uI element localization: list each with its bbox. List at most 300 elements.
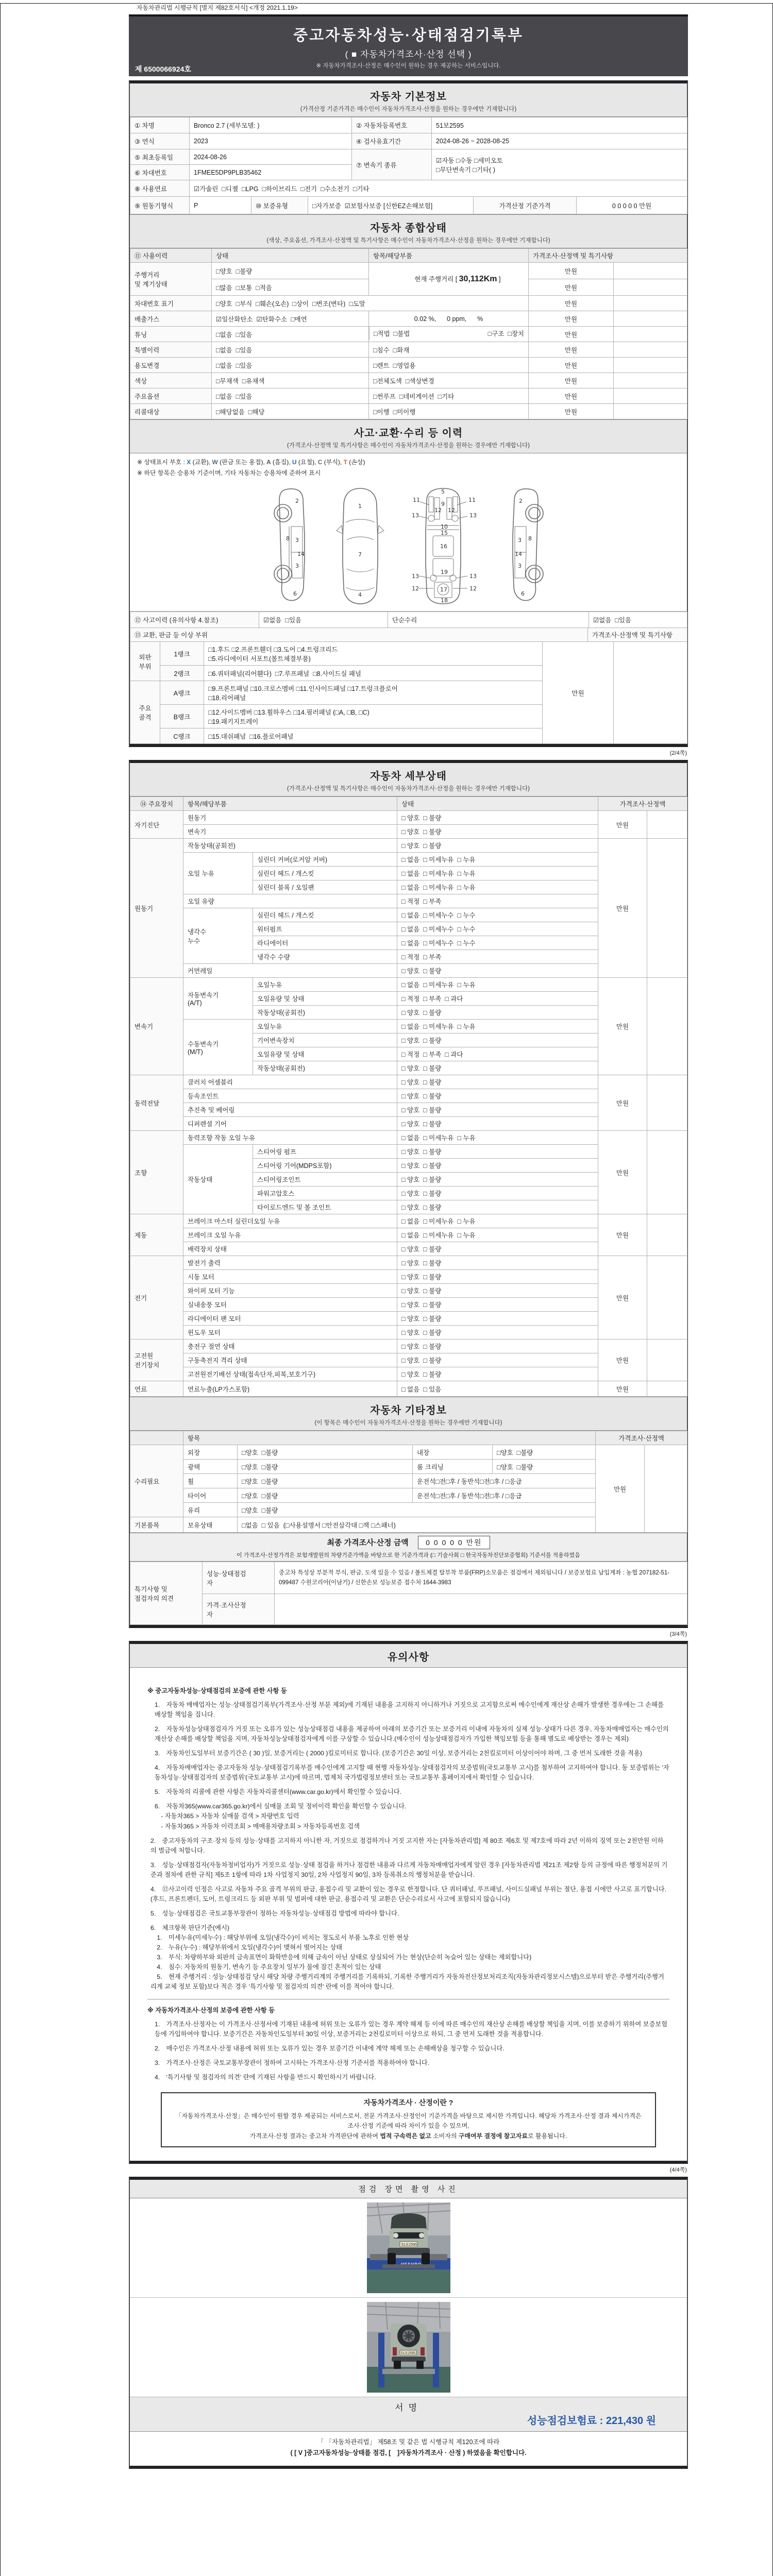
column-header: 항목: [183, 1431, 596, 1445]
remark-cell: [647, 1256, 687, 1340]
remark-cell: [614, 296, 687, 311]
device-group-label: 원동기: [130, 839, 183, 978]
rear-photo-image: [367, 2302, 450, 2393]
table-row: [130, 327, 687, 342]
state-checkboxes[interactable]: □ 양호 □ 불량: [397, 1061, 598, 1075]
state-checkboxes[interactable]: □ 양호 □ 불량: [397, 1340, 598, 1353]
info-box-title: 자동차가격조사 · 산정이란 ?: [363, 2098, 453, 2107]
item-label: 작동상태(공회전): [253, 1061, 397, 1075]
panel-number: 3: [517, 537, 522, 544]
field-label: ⑨ 원동기형식: [130, 197, 190, 214]
signature-band: [130, 2397, 687, 2432]
notice-item: 3. 가격조사·산정은 국토교통부장관이 정하여 고시하는 가격조사·산정 기준서를 적용하여야 합니다.: [155, 2059, 430, 2067]
inspection-period-value: 2024-08-26 ~ 2028-08-25: [432, 133, 687, 149]
device-group-label: 전기: [130, 1256, 183, 1340]
table-row: [130, 978, 687, 992]
confirmation-line1: 「 「자동차관리법」 제58조 및 같은 법 시행규칙 제120조에 따라: [317, 2438, 500, 2446]
rankA-checkboxes[interactable]: □9.프론트패널 □10.크로스멤버 □11.인사이드패널 □17.트렁크플로어 □18.리어패널: [204, 681, 543, 705]
state-mark-legend: [130, 453, 687, 480]
simple-repair-label: 단순수리: [388, 612, 589, 628]
notice-item: 4. ⑫사고이력 인정은 사고로 자동차 주요 골격 부위의 판금, 용접수리 및 교환이 있는 경우로 한정합니다. 단 쿼터패널, 루프패널, 사이드실패널 부위는 절단, 용접 시에만 사고로 표기합니다. (후드, 프론트펜더, 도어, 트렁크리드 등 외판 부위 및 범퍼에 대한 판금, 용접수리 및 교환은 단순수리로서 사고에 포함되지 않습니다): [150, 1885, 667, 1903]
front-photo-image: [367, 2202, 450, 2293]
remark-cell: [614, 342, 687, 358]
table-header-row: [130, 1431, 687, 1445]
remark-cell: [614, 373, 687, 388]
accident-history-subtitle: (가격조사·산정액 및 특기사항은 매수인이 자동차가격조사·산정을 원하는 경우에만 기재합니다): [287, 443, 530, 449]
notice-block2-title: ※ 자동차가격조사·산정의 보증에 관한 사항 등: [147, 2007, 275, 2014]
column-header: 항목/해당부품: [369, 249, 529, 263]
item-label: 스티어링조인트: [253, 1173, 397, 1187]
item-label: 오일유량 및 상태: [253, 992, 397, 1006]
accident-row13-table: [130, 628, 687, 642]
accident-history-checkboxes[interactable]: ☑없음 □있음: [259, 612, 388, 628]
plate-number-value: 51보2595: [432, 117, 687, 133]
price-appraisal-info-box: [161, 2092, 656, 2147]
table-row: [130, 839, 687, 853]
item-label: 브레이크 마스터 실린더오일 누유: [183, 1214, 397, 1228]
overall-state-subtitle: (색상, 주요옵션, 가격조사·산정액 및 특기사항은 매수인이 자동차가격조사·산정을 원하는 경우에만 기재합니다): [266, 238, 550, 244]
item-label: 구동축전지 격리 상태: [183, 1353, 397, 1367]
price-unit: 만원: [598, 1075, 647, 1131]
final-price-label: 최종 가격조사·산정 금액: [327, 1538, 409, 1547]
item-label: 연료누출(LP가스포함): [183, 1381, 397, 1397]
state-checkboxes[interactable]: □ 양호 □ 불량: [397, 964, 598, 978]
notice-item: 5. 자동차의 리콜에 관한 사항은 자동차리콜센터(www.car.go.kr)에서 확인할 수 있습니다.: [155, 1788, 402, 1796]
remark-cell: [614, 263, 687, 279]
sub-group-label: 수동변속기 (M/T): [183, 1020, 253, 1075]
item-label: 동력조향 작동 오일 누유: [183, 1131, 397, 1145]
state-checkboxes[interactable]: □ 양호 □ 불량: [397, 1326, 598, 1340]
device-group-label: 연료: [130, 1381, 183, 1397]
row-label: 용도변경: [130, 358, 212, 373]
item-label: 등속조인트: [183, 1089, 397, 1103]
state-checkboxes[interactable]: □ 양호 □ 불량: [397, 1173, 598, 1187]
vin-state-checkboxes[interactable]: □양호 □부식 □훼손(오손) □상이 □변조(변타) □도말: [212, 296, 529, 311]
recall-item-checkboxes[interactable]: □이행 □미이행: [369, 404, 529, 419]
exchange-label: ⑬ 교환, 판금 등 이상 부위: [130, 628, 588, 642]
item-label: 실내송풍 모터: [183, 1298, 397, 1312]
item-label: 유리: [183, 1503, 238, 1517]
basic-info-table: [130, 117, 687, 197]
sub-group-label: 작동상태: [183, 1145, 253, 1214]
panel-number: 19: [440, 569, 448, 575]
car-damage-diagrams: [130, 480, 687, 612]
item-label: 스티어링 기어(MDPS포함): [253, 1159, 397, 1173]
panel-photos: [129, 2177, 688, 2469]
fuel-checkboxes[interactable]: ☑가솔린 □디젤 □LPG □하이브리드 □전기 □수소전기 □기타: [190, 180, 687, 197]
table-row: [130, 811, 687, 825]
remark-cell: [614, 388, 687, 404]
panel-number: 6: [293, 590, 297, 597]
item-label: 휠: [183, 1474, 238, 1488]
item-label: 라디에이터: [253, 936, 397, 950]
inspector-label: 성능·상태점검 자: [203, 1562, 275, 1594]
price-unit: 만원: [596, 1445, 645, 1533]
mileage-amount-checkboxes[interactable]: □많음 □보통 □적음: [212, 279, 369, 296]
state-checkboxes[interactable]: □ 양호 □ 불량: [397, 1089, 598, 1103]
price-unit: 만원: [598, 978, 647, 1075]
tuning-detail-checkboxes[interactable]: [369, 327, 528, 340]
table-row: [130, 642, 687, 666]
tire-position-checkboxes[interactable]: 운전석□전□후 / 동반석□전□후 / □응급: [413, 1488, 596, 1503]
table-row: [130, 197, 687, 214]
legend-mark-c: C: [317, 459, 323, 466]
detail-state-subtitle: (가격조사·산정액 및 특기사항은 매수인이 자동차가격조사·산정을 원하는 경우에만 기재합니다): [287, 786, 530, 792]
table-row: [130, 373, 687, 388]
remark-cell: [647, 1381, 687, 1397]
basic-info-subtitle: (가격산정 기준가격은 매수인이 자동차가격조사·산정을 원하는 경우에만 기재합니다): [300, 106, 517, 112]
item-label: 변속기: [183, 825, 397, 839]
options-state-checkboxes[interactable]: □없음 □있음: [212, 388, 369, 404]
item-label: 타이어: [183, 1488, 238, 1503]
row-label: 차대번호 표기: [130, 296, 212, 311]
remark-cell: [614, 327, 687, 342]
state-checkboxes[interactable]: □ 양호 □ 불량: [397, 1006, 598, 1020]
item-label: 배력장치 상태: [183, 1242, 397, 1256]
row-label: 주요옵션: [130, 388, 212, 404]
row-label: 리콜대상: [130, 404, 212, 419]
item-label: 내장: [413, 1445, 493, 1460]
wheel-position-checkboxes[interactable]: 운전석□전□후 / 동반석□전□후 / □응급: [413, 1474, 596, 1488]
state-checkboxes[interactable]: □양호 □불량: [238, 1460, 413, 1474]
rank-label: C랭크: [160, 728, 204, 744]
state-checkboxes[interactable]: □ 없음 □ 미세누유 □ 누유: [397, 1214, 598, 1228]
panel-number: 12: [469, 585, 477, 592]
table-row: [130, 263, 687, 279]
item-label: 실린더 커버(로커암 커버): [253, 853, 397, 867]
emission-checkboxes[interactable]: ☑일산화탄소 ☑탄화수소 □매연: [212, 311, 369, 327]
overall-state-header: [130, 214, 687, 248]
panel-number: 4: [358, 591, 362, 598]
table-row: [130, 1075, 687, 1089]
device-group-label: 조향: [130, 1131, 183, 1214]
table-row: [130, 612, 687, 628]
row-label: 색상: [130, 373, 212, 388]
tuning-legal-checkboxes[interactable]: □적법 □불법: [374, 330, 410, 337]
color-item-checkboxes[interactable]: □전체도색 □색상변경: [369, 373, 529, 388]
price-unit: 만원: [598, 1214, 647, 1256]
recall-state-checkboxes[interactable]: □해당없음 □해당: [212, 404, 369, 419]
state-checkboxes[interactable]: □ 양호 □ 불량: [397, 839, 598, 853]
notices-title: 유의사항: [387, 1652, 430, 1663]
appraiser-label: 가격·조사산정 자: [203, 1594, 275, 1625]
field-label: ② 자동차등록번호: [352, 117, 432, 133]
notice-item: 2. 자동차성능상태점검자가 거짓 또는 오류가 있는 성능상태점검 내용을 제공하여 아래의 보증기간 또는 보증거리 이내에 자동차의 실제 성능·상태가 다른 경우, 자동차매매업자는 매수인의 재산상 손해를 배상할 책임을 지며, 자동차성능상태점검자에게 이를 구상할 수 있습니다.(매수인이 성능상태점검자가 가입한 책임보험 등을 통해 별도로 배상받는 경우는 제외): [155, 1725, 669, 1743]
sub-group-label: 자동변속기 (A/T): [183, 978, 253, 1020]
state-checkboxes[interactable]: □ 양호 □ 불량: [397, 1242, 598, 1256]
sub-group-label: 오일 누유: [183, 853, 253, 894]
state-checkboxes[interactable]: □ 양호 □ 불량: [397, 1270, 598, 1284]
column-header: [130, 1431, 183, 1445]
device-group-label: 제동: [130, 1214, 183, 1256]
state-checkboxes[interactable]: □양호 □불량: [493, 1460, 596, 1474]
sub-group-label: 냉각수 누수: [183, 908, 253, 964]
table-row: [130, 1340, 687, 1353]
state-checkboxes[interactable]: □양호 □불량: [493, 1445, 596, 1460]
table-row: [130, 388, 687, 404]
info-box-line2: 가격조사·산정 결과는 중고차 가격판단에 관하여: [249, 2132, 380, 2140]
final-price-band: [130, 1533, 687, 1562]
remark-cell: [614, 404, 687, 419]
options-item-checkboxes[interactable]: □썬루프 □네비게이션 □기타: [369, 388, 529, 404]
price-unit: 만원: [598, 1131, 647, 1214]
panel-number: 9: [441, 501, 445, 507]
price-unit: 만원: [598, 1340, 647, 1381]
state-checkboxes[interactable]: □ 양호 □ 불량: [397, 1256, 598, 1270]
item-label: 와이퍼 모터 기능: [183, 1284, 397, 1298]
special-state-checkboxes[interactable]: □없음 □있음: [212, 342, 369, 358]
panel-number: 10: [440, 523, 448, 530]
table-row: [130, 1445, 687, 1460]
tuning-state-checkboxes[interactable]: □없음 □있음: [212, 327, 369, 342]
legend-text: (요철),: [296, 459, 318, 466]
panel-number: 14: [514, 551, 522, 557]
legend-text: ※ 상태표시 부호 :: [137, 459, 187, 466]
opinion-table: [130, 1562, 687, 1625]
rankC-checkboxes[interactable]: □15.대쉬패널 □16.플로어패널: [204, 728, 543, 744]
panel-number: 13: [469, 573, 477, 580]
panel-number: 7: [358, 551, 362, 558]
item-label: 클러치 어셈블리: [183, 1075, 397, 1089]
basic-items-group-label: 기본품목: [130, 1517, 183, 1533]
item-label: 실린더 헤드 / 개스킷: [253, 867, 397, 880]
column-header: 항목/해당부품: [183, 797, 397, 811]
item-label: 오일누유: [253, 1020, 397, 1033]
state-checkboxes[interactable]: □ 없음 □ 미세누유 □ 누유: [397, 853, 598, 867]
emission-values: 0.02 %, 0 ppm, %: [369, 311, 529, 327]
state-checkboxes[interactable]: □양호 □불량: [238, 1445, 413, 1460]
column-header: 가격조사·산정액: [596, 1431, 687, 1445]
table-row: [130, 311, 687, 327]
state-checkboxes[interactable]: □ 양호 □ 불량: [397, 811, 598, 825]
item-label: 라디에이터 팬 모터: [183, 1312, 397, 1326]
state-checkboxes[interactable]: □양호 □불량: [238, 1474, 413, 1488]
info-box-line2: 소비자의: [431, 2132, 459, 2140]
car-side-right-diagram: [501, 486, 547, 606]
table-row: [130, 1131, 687, 1145]
first-registration-value: 2024-08-26: [190, 149, 352, 165]
rank-label: 1랭크: [160, 642, 204, 666]
column-header: ⑭ 주요장치: [130, 797, 183, 811]
field-label: ⑩ 보증유형: [251, 197, 308, 214]
item-label: 광택: [183, 1460, 238, 1474]
field-label: ① 차명: [130, 117, 190, 133]
remark-cell: [647, 811, 687, 839]
item-label: 타이로드엔드 및 볼 조인트: [253, 1200, 397, 1214]
state-checkboxes[interactable]: □ 양호 □ 불량: [397, 1284, 598, 1298]
state-checkboxes[interactable]: □ 양호 □ 불량: [397, 825, 598, 839]
table-row: [130, 404, 687, 419]
current-mileage: [369, 263, 529, 296]
row-label: 주행거리 및 계기상태: [130, 263, 212, 296]
remark-cell: [614, 311, 687, 327]
panel-number: 3: [295, 537, 299, 544]
item-label: 냉각수 수량: [253, 950, 397, 964]
field-label: ④ 검사유효기간: [352, 133, 432, 149]
item-label: 워터펌프: [253, 922, 397, 936]
main-frame-group-label: 주요 골격: [130, 681, 160, 744]
table-row: [130, 117, 687, 133]
notice-item: 6. 체크항목 판단기준(예시) 1. 미세누유(미세누수) : 해당부위에 오일(냉각수)이 비치는 정도로서 부품 노후로 인한 현상 2. 누유(누수) : 해당부위에서 오일(냉각수)이 맺혀서 떨어지는 상태 3. 부식: 차량하부와 외판의 금속표면이 화학반응에 의해 금속이 아닌 상태로 상실되어 가는 현상(단순히 녹슬어 있는 상태는 제외합니다) 4. 침수: 자동차의 원동기, 변속기 등 주요장치 일부가 물에 잠긴 흔적이 있는 상태 5. 현재 주행거리 : 성능·상태점검 당시 해당 차량 주행거리계의 주행거리를 기록하되, 기록한 주행거리가 자동차전산정보처리조직(자동차관리정보시스템)으로부터 받은 주행거리(주행거리계 교체 정보 포함)보다 적은 경우 '특기사항 및 점검자의 의견' 란에 이를 적어야 합니다.: [150, 1924, 664, 1991]
item-label: 룸 크리닝: [413, 1460, 493, 1474]
state-checkboxes[interactable]: □ 없음 □ 미세누유 □ 누유: [397, 1131, 598, 1145]
info-box-bold: 법적 구속력은 없고: [380, 2132, 431, 2140]
panel-number: 13: [469, 512, 477, 519]
table-header-row: [130, 249, 687, 263]
state-checkboxes[interactable]: □ 적정 □ 부족 □ 과다: [397, 992, 598, 1006]
state-checkboxes[interactable]: □ 없음 □ 미세누유 □ 누유: [397, 1228, 598, 1242]
info-box-bold: 구매여부 결정에 참고자료: [458, 2132, 528, 2140]
panel-number: 12: [434, 507, 442, 514]
inspector-opinion-text: 중고차 특성상 부분적 부식, 판금, 도색 있을 수 있음 / 볼트체결 탈부착 부품(FRP)소모품은 점검에서 제외됩니다 / 보증보험료 납입계좌 : 농협 207182-51-099487 수원코리아(이남기) / 신한손보 성능보증 접수처 1644-3983: [275, 1562, 687, 1594]
remark-cell: [647, 839, 687, 978]
state-checkboxes[interactable]: □ 양호 □ 불량: [397, 1103, 598, 1117]
panel-number: 11: [468, 497, 476, 503]
price-unit: 만원: [529, 327, 614, 342]
panel-number: 2: [295, 498, 299, 504]
notice-block1-title: ※ 중고자동차성능·상태점검의 보증에 관한 사항 등: [147, 1687, 287, 1694]
state-checkboxes[interactable]: □ 없음 □ 미세누유 □ 누유: [397, 1020, 598, 1033]
state-checkboxes[interactable]: □ 없음 □ 있음: [397, 1381, 598, 1397]
item-label: 발전기 출력: [183, 1256, 397, 1270]
detail-state-title: 자동차 세부상태: [370, 771, 447, 782]
device-group-label: 고전원 전기장치: [130, 1340, 183, 1381]
document-number: 제 6500066924호: [135, 65, 191, 73]
state-checkboxes[interactable]: □양호 □불량: [238, 1503, 596, 1517]
state-checkboxes[interactable]: □ 양호 □ 불량: [397, 1159, 598, 1173]
row-label: 튜닝: [130, 327, 212, 342]
state-checkboxes[interactable]: □ 적정 □ 부족 □ 과다: [397, 1047, 598, 1061]
tuning-type-checkboxes[interactable]: □구조 □장치: [488, 330, 524, 337]
item-label: 실린더 헤드 / 개스킷: [253, 908, 397, 922]
other-info-header: [130, 1397, 687, 1431]
table-row: [130, 628, 687, 642]
outer-panel-group-label: 외판 부위: [130, 642, 160, 681]
price-unit: 만원: [598, 839, 647, 978]
usage-state-checkboxes[interactable]: □없음 □있음: [212, 358, 369, 373]
rank-label: 2랭크: [160, 666, 204, 681]
price-unit: 만원: [598, 1256, 647, 1340]
base-price-label: 가격산정 기준가격: [474, 197, 577, 214]
column-header: 상태: [397, 797, 598, 811]
overall-state-title: 자동차 종합상태: [370, 223, 447, 234]
accident-history-title: 사고·교환·수리 등 이력: [354, 428, 463, 439]
table-row: [130, 1214, 687, 1228]
state-checkboxes[interactable]: □양호 □불량: [238, 1488, 413, 1503]
field-label: ⑥ 차대번호: [130, 165, 190, 180]
other-info-title: 자동차 기타정보: [370, 1405, 447, 1416]
state-checkboxes[interactable]: □ 양호 □ 불량: [397, 1117, 598, 1131]
state-checkboxes[interactable]: □ 없음 □ 미세누유 □ 누유: [397, 978, 598, 992]
transmission-checkboxes[interactable]: ☑자동 □수동 □세미오토 □무단변속기 □기타( ): [432, 149, 687, 180]
price-unit: 만원: [529, 388, 614, 404]
item-label: 오일누유: [253, 978, 397, 992]
item-label: 보유상태: [183, 1517, 238, 1533]
state-checkboxes[interactable]: □ 없음 □ 미세누수 □ 누수: [397, 908, 598, 922]
item-label: 오일 유량: [183, 894, 397, 908]
table-row: [130, 358, 687, 373]
device-group-label: 변속기: [130, 978, 183, 1075]
state-checkboxes[interactable]: □ 양호 □ 불량: [397, 1298, 598, 1312]
mileage-state-checkboxes[interactable]: □양호 □불량: [212, 263, 369, 279]
item-label: 충전구 절연 상태: [183, 1340, 397, 1353]
remark-cell: [647, 1131, 687, 1214]
panel-notices: [129, 1641, 688, 2164]
panel-number: 12: [411, 585, 419, 592]
column-header: 상태: [212, 249, 369, 263]
notice-item: 4. '특기사항 및 점검자의 의견' 란에 기재된 사항을 반드시 확인하시기 바랍니다.: [155, 2074, 376, 2081]
state-checkboxes[interactable]: □ 양호 □ 불량: [397, 1312, 598, 1326]
basic-info-title: 자동차 기본정보: [370, 91, 447, 103]
car-top-diagram: [335, 486, 385, 606]
detail-state-header: [130, 763, 687, 796]
state-checkboxes[interactable]: □ 양호 □ 불량: [397, 1145, 598, 1159]
state-checkboxes[interactable]: □ 없음 □ 미세누유 □ 누유: [397, 880, 598, 894]
table-header-row: [130, 797, 687, 811]
warranty-type-checkboxes[interactable]: □자가보증 ☑보험사보증 [신한EZ손해보험]: [308, 197, 474, 214]
state-checkboxes[interactable]: □ 없음 □ 미세누수 □ 누수: [397, 936, 598, 950]
state-checkboxes[interactable]: □ 양호 □ 불량: [397, 1033, 598, 1047]
device-group-label: 동력전달: [130, 1075, 183, 1131]
rank2-checkboxes[interactable]: □6.쿼터패널(리어휀다) □7.루프패널 □8.사이드실 패널: [204, 666, 543, 681]
legend-mark-t: T: [343, 459, 347, 466]
price-unit: 만원: [529, 373, 614, 388]
item-label: 브레이크 오일 누유: [183, 1228, 397, 1242]
final-price-value: 0 0 0 0 0 만원: [418, 1536, 490, 1549]
basic-items-checkboxes[interactable]: □없음 □ 있음 (□사용설명서 □안전삼각대 □잭 □스패너): [238, 1517, 596, 1533]
state-checkboxes[interactable]: □ 없음 □ 미세누유 □ 누유: [397, 867, 598, 880]
column-header: 가격조사·산정액: [598, 797, 687, 811]
price-unit: 만원: [529, 342, 614, 358]
remark-cell: [647, 978, 687, 1075]
legend-text: (교환),: [191, 459, 212, 466]
color-state-checkboxes[interactable]: □무채색 □유채색: [212, 373, 369, 388]
price-unit: 만원: [529, 358, 614, 373]
state-checkboxes[interactable]: □ 양호 □ 불량: [397, 1075, 598, 1089]
column-header: 가격조사·산정액 및 특기사항: [529, 249, 687, 263]
model-year-value: 2023: [190, 133, 352, 149]
special-item-checkboxes[interactable]: □침수 □화재: [369, 342, 529, 358]
info-box-text: [162, 2111, 655, 2141]
state-checkboxes[interactable]: □ 없음 □ 미세누수 □ 누수: [397, 922, 598, 936]
panel-number: 14: [297, 551, 305, 557]
state-checkboxes[interactable]: □ 적정 □ 부족: [397, 950, 598, 964]
price-unit: 만원: [529, 263, 614, 279]
state-checkboxes[interactable]: □ 양호 □ 불량: [397, 1187, 598, 1200]
table-row: [130, 342, 687, 358]
simple-repair-checkboxes[interactable]: ☑없음 □있음: [589, 612, 687, 628]
price-unit: 만원: [529, 296, 614, 311]
table-row: [130, 1562, 687, 1594]
rankB-checkboxes[interactable]: □12.사이드멤버 □13.휠하우스 □14.필러패널 (□A, □B, □C) □19.패키지트레이: [204, 705, 543, 728]
item-label: 원동기: [183, 811, 397, 825]
state-checkboxes[interactable]: □ 양호 □ 불량: [397, 1353, 598, 1367]
panel-number: 15: [440, 530, 448, 536]
table-row: [130, 133, 687, 149]
state-checkboxes[interactable]: □ 적정 □ 부족: [397, 894, 598, 908]
rank-label: A랭크: [160, 681, 204, 705]
page-marker: (4/4쪽): [669, 2166, 687, 2173]
row-label: 배출가스: [130, 311, 212, 327]
usage-item-checkboxes[interactable]: □렌트 □영업용: [369, 358, 529, 373]
state-checkboxes[interactable]: □ 양호 □ 불량: [397, 1367, 598, 1381]
inspection-insurance-fee: 성능점검보험료 : 221,430 원: [527, 2415, 656, 2427]
rank1-checkboxes[interactable]: □1.후드 □2.프론트휀더 □3.도어 □4.트렁크리드 □5.라디에이터 서포트(볼트체결부품): [204, 642, 543, 666]
panel-number: 13: [411, 512, 419, 519]
notice-item: 1. 가격조사·산정자는 이 가격조사·산정서에 기재된 내용에 허위 또는 오류가 있는 경우 계약 해제 등 이에 따른 매수인의 재산상 손해를 배상할 책임을 지며, 이를 보증하기 위하여 보증보험 등에 가입하여야 합니다. 보증기간은 자동차인도일부터 30일 이상, 보증거리는 2천킬로미터 이상으로 하되, 그 중 먼저 도래한 것을 적용합니다.: [155, 2021, 668, 2038]
price-unit: 만원: [598, 1381, 647, 1397]
state-checkboxes[interactable]: □ 양호 □ 불량: [397, 1200, 598, 1214]
